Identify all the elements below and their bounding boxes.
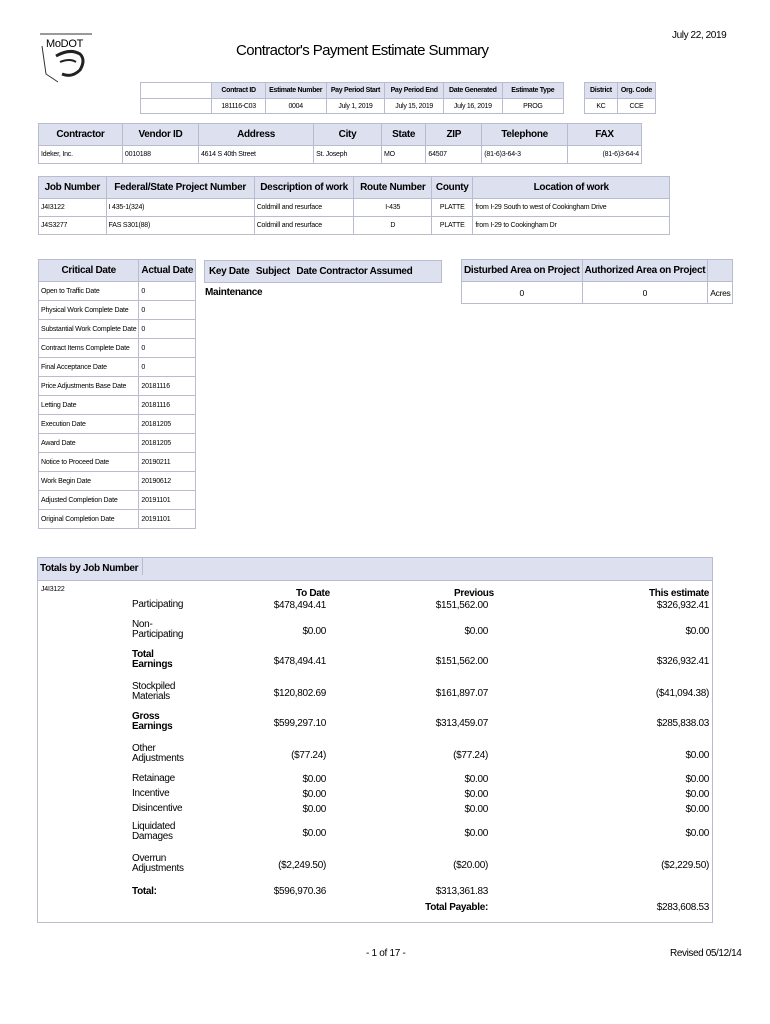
district-table — [584, 82, 656, 114]
critical-date-value: 20191101 — [139, 491, 196, 510]
critical-date-header: Critical Date — [39, 260, 139, 282]
critical-date-label: Work Begin Date — [39, 472, 139, 491]
totals-previous: $313,459.07 — [435, 718, 488, 729]
date-generated: July 16, 2019 — [443, 99, 502, 114]
key-date-label: Key Date — [209, 266, 250, 277]
totals-previous: $0.00 — [464, 804, 488, 815]
address: 4614 S 40th Street — [198, 146, 313, 164]
total-to-date: $596,970.36 — [273, 886, 326, 897]
fax-header: FAX — [568, 124, 642, 146]
totals-to-date: $0.00 — [302, 804, 326, 815]
critical-date-row — [39, 491, 196, 510]
contractor-name: Ideker, Inc. — [39, 146, 123, 164]
totals-this-estimate: $0.00 — [685, 750, 709, 761]
totals-row — [38, 822, 712, 852]
revised-date: Revised 05/12/14 — [670, 948, 742, 959]
totals-row-label: Other Adjustments — [132, 743, 184, 764]
estimate-type-header: Estimate Type — [502, 83, 563, 99]
city: St. Joseph — [314, 146, 382, 164]
previous-header: Previous — [454, 588, 494, 599]
contractor-table — [38, 123, 642, 164]
critical-date-row — [39, 510, 196, 529]
pay-period-end-header: Pay Period End — [385, 83, 444, 99]
totals-previous: ($20.00) — [453, 860, 488, 871]
totals-to-date: $0.00 — [302, 774, 326, 785]
critical-date-label: Contract Items Complete Date — [39, 339, 139, 358]
totals-previous: $151,562.00 — [435, 656, 488, 667]
pay-period-start-header: Pay Period Start — [326, 83, 385, 99]
critical-date-value: 0 — [139, 301, 196, 320]
totals-this-estimate: ($41,094.38) — [655, 688, 709, 699]
totals-to-date: $478,494.41 — [273, 656, 326, 667]
totals-row-label: Stockpiled Materials — [132, 681, 176, 702]
estimate-number: 0004 — [265, 99, 326, 114]
contract-id-header: Contract ID — [212, 83, 265, 99]
totals-row-label: Gross Earnings — [132, 711, 173, 732]
disturbed-area-header: Disturbed Area on Project — [462, 260, 583, 282]
critical-date-label: Award Date — [39, 434, 139, 453]
telephone: (81-6)3-64-3 — [482, 146, 568, 164]
totals-to-date: ($77.24) — [291, 750, 326, 761]
critical-date-label: Notice to Proceed Date — [39, 453, 139, 472]
totals-row-label: Participating — [132, 599, 184, 610]
logo-text: MoDOT — [46, 38, 84, 50]
totals-to-date: $120,802.69 — [273, 688, 326, 699]
project-number-header: Federal/State Project Number — [106, 177, 254, 199]
critical-date-row — [39, 415, 196, 434]
fax: (81-6)3-64-4 — [568, 146, 642, 164]
totals-this-estimate: $326,932.41 — [656, 656, 709, 667]
totals-row-label: Liquidated Damages — [132, 821, 176, 842]
zip-header: ZIP — [426, 124, 482, 146]
critical-date-value: 20181116 — [139, 377, 196, 396]
critical-date-label: Final Acceptance Date — [39, 358, 139, 377]
date-generated-header: Date Generated — [443, 83, 502, 99]
pay-period-start: July 1, 2019 — [326, 99, 385, 114]
totals-this-estimate: $285,838.03 — [656, 718, 709, 729]
telephone-header: Telephone — [482, 124, 568, 146]
table-row: J4I3122 I 435-1(324) Coldmill and resurface I-435 PLATTE from I-29 South to west of Cookingham Drive — [39, 199, 670, 217]
totals-previous: $151,562.00 — [435, 600, 488, 611]
totals-this-estimate: $0.00 — [685, 626, 709, 637]
critical-date-label: Physical Work Complete Date — [39, 301, 139, 320]
critical-date-row — [39, 358, 196, 377]
totals-to-date: ($2,249.50) — [278, 860, 326, 871]
critical-date-value: 20190211 — [139, 453, 196, 472]
totals-header — [38, 558, 712, 581]
totals-previous: $0.00 — [464, 828, 488, 839]
critical-date-label: Letting Date — [39, 396, 139, 415]
contract-table — [140, 82, 564, 114]
totals-to-date: $0.00 — [302, 626, 326, 637]
location-header: Location of work — [473, 177, 670, 199]
totals-row-label: Disincentive — [132, 803, 183, 814]
totals-job-number: J4I3122 — [41, 586, 65, 593]
totals-previous: $161,897.07 — [435, 688, 488, 699]
description-header: Description of work — [254, 177, 354, 199]
totals-row-label: Non- Participating — [132, 619, 184, 640]
totals-title: Totals by Job Number — [40, 558, 143, 575]
critical-date-row — [39, 453, 196, 472]
pay-period-end: July 15, 2019 — [385, 99, 444, 114]
jobs-table — [38, 176, 670, 235]
critical-date-label: Open to Traffic Date — [39, 282, 139, 301]
total-label: Total: — [132, 886, 157, 897]
subject-label: Subject — [255, 266, 290, 277]
totals-row-label: Overrun Adjustments — [132, 853, 184, 874]
critical-date-value: 0 — [139, 358, 196, 377]
disturbed-area-value: 0 — [462, 282, 583, 304]
org-code: CCE — [617, 99, 655, 114]
to-date-header: To Date — [296, 588, 330, 599]
totals-row — [38, 744, 712, 774]
critical-date-row — [39, 282, 196, 301]
totals-row — [38, 712, 712, 742]
total-payable-value: $283,608.53 — [656, 902, 709, 913]
estimate-number-header: Estimate Number — [265, 83, 326, 99]
county-header: County — [432, 177, 473, 199]
page-title: Contractor's Payment Estimate Summary — [236, 42, 489, 59]
totals-to-date: $0.00 — [302, 828, 326, 839]
maintenance-label: Date Contractor Assumed Maintenance — [205, 266, 413, 298]
page-number: - 1 of 17 - — [366, 948, 406, 959]
critical-date-label: Substantial Work Complete Date — [39, 320, 139, 339]
area-unit: Acres — [708, 282, 733, 304]
critical-date-value: 20181205 — [139, 434, 196, 453]
totals-previous: $0.00 — [464, 774, 488, 785]
critical-date-row — [39, 377, 196, 396]
totals-this-estimate: $0.00 — [685, 774, 709, 785]
district: KC — [585, 99, 618, 114]
table-row: J4S3277 FAS S301(88) Coldmill and resurface D PLATTE from I-29 to Cookingham Dr — [39, 217, 670, 235]
totals-to-date: $478,494.41 — [273, 600, 326, 611]
job-number-header: Job Number — [39, 177, 107, 199]
totals-row-label: Total Earnings — [132, 649, 173, 670]
critical-date-label: Price Adjustments Base Date — [39, 377, 139, 396]
critical-date-value: 0 — [139, 339, 196, 358]
this-estimate-header: This estimate — [648, 588, 709, 599]
critical-date-value: 20190612 — [139, 472, 196, 491]
critical-date-value: 0 — [139, 320, 196, 339]
district-header: District — [585, 83, 618, 99]
totals-this-estimate: $326,932.41 — [656, 600, 709, 611]
state: MO — [381, 146, 425, 164]
state-header: State — [381, 124, 425, 146]
critical-date-row — [39, 472, 196, 491]
critical-date-label: Adjusted Completion Date — [39, 491, 139, 510]
totals-row-label: Retainage — [132, 773, 175, 784]
authorized-area-value: 0 — [582, 282, 708, 304]
total-previous: $313,361.83 — [435, 886, 488, 897]
report-date: July 22, 2019 — [672, 30, 727, 41]
totals-this-estimate: $0.00 — [685, 789, 709, 800]
totals-previous: $0.00 — [464, 789, 488, 800]
estimate-type: PROG — [502, 99, 563, 114]
zip: 64507 — [426, 146, 482, 164]
critical-date-row — [39, 396, 196, 415]
vendor-id: 0010188 — [122, 146, 198, 164]
critical-date-label: Execution Date — [39, 415, 139, 434]
totals-previous: ($77.24) — [453, 750, 488, 761]
totals-row-label: Incentive — [132, 788, 170, 799]
totals-row — [38, 682, 712, 712]
total-payable-label: Total Payable: — [425, 902, 488, 913]
disturbed-area-table — [461, 259, 733, 304]
modot-logo — [36, 30, 96, 86]
critical-date-row — [39, 339, 196, 358]
route-number-header: Route Number — [354, 177, 432, 199]
contractor-header: Contractor — [39, 124, 123, 146]
critical-date-value: 20181116 — [139, 396, 196, 415]
city-header: City — [314, 124, 382, 146]
totals-this-estimate: ($2,229.50) — [661, 860, 709, 871]
totals-to-date: $0.00 — [302, 789, 326, 800]
critical-date-value: 20181205 — [139, 415, 196, 434]
totals-row — [38, 854, 712, 884]
totals-previous: $0.00 — [464, 626, 488, 637]
actual-date-header: Actual Date — [139, 260, 196, 282]
critical-date-row — [39, 434, 196, 453]
totals-section — [37, 557, 713, 923]
totals-to-date: $599,297.10 — [273, 718, 326, 729]
totals-this-estimate: $0.00 — [685, 828, 709, 839]
authorized-area-header: Authorized Area on Project — [582, 260, 708, 282]
totals-this-estimate: $0.00 — [685, 804, 709, 815]
critical-date-label: Original Completion Date — [39, 510, 139, 529]
org-code-header: Org. Code — [617, 83, 655, 99]
critical-date-value: 0 — [139, 282, 196, 301]
key-dates-header — [204, 260, 442, 298]
totals-row — [38, 650, 712, 680]
contract-id: 181116-C03 — [212, 99, 265, 114]
critical-date-row — [39, 320, 196, 339]
address-header: Address — [198, 124, 313, 146]
critical-date-value: 20191101 — [139, 510, 196, 529]
critical-dates-table — [38, 259, 196, 529]
vendor-id-header: Vendor ID — [122, 124, 198, 146]
totals-row — [38, 620, 712, 650]
critical-date-row — [39, 301, 196, 320]
